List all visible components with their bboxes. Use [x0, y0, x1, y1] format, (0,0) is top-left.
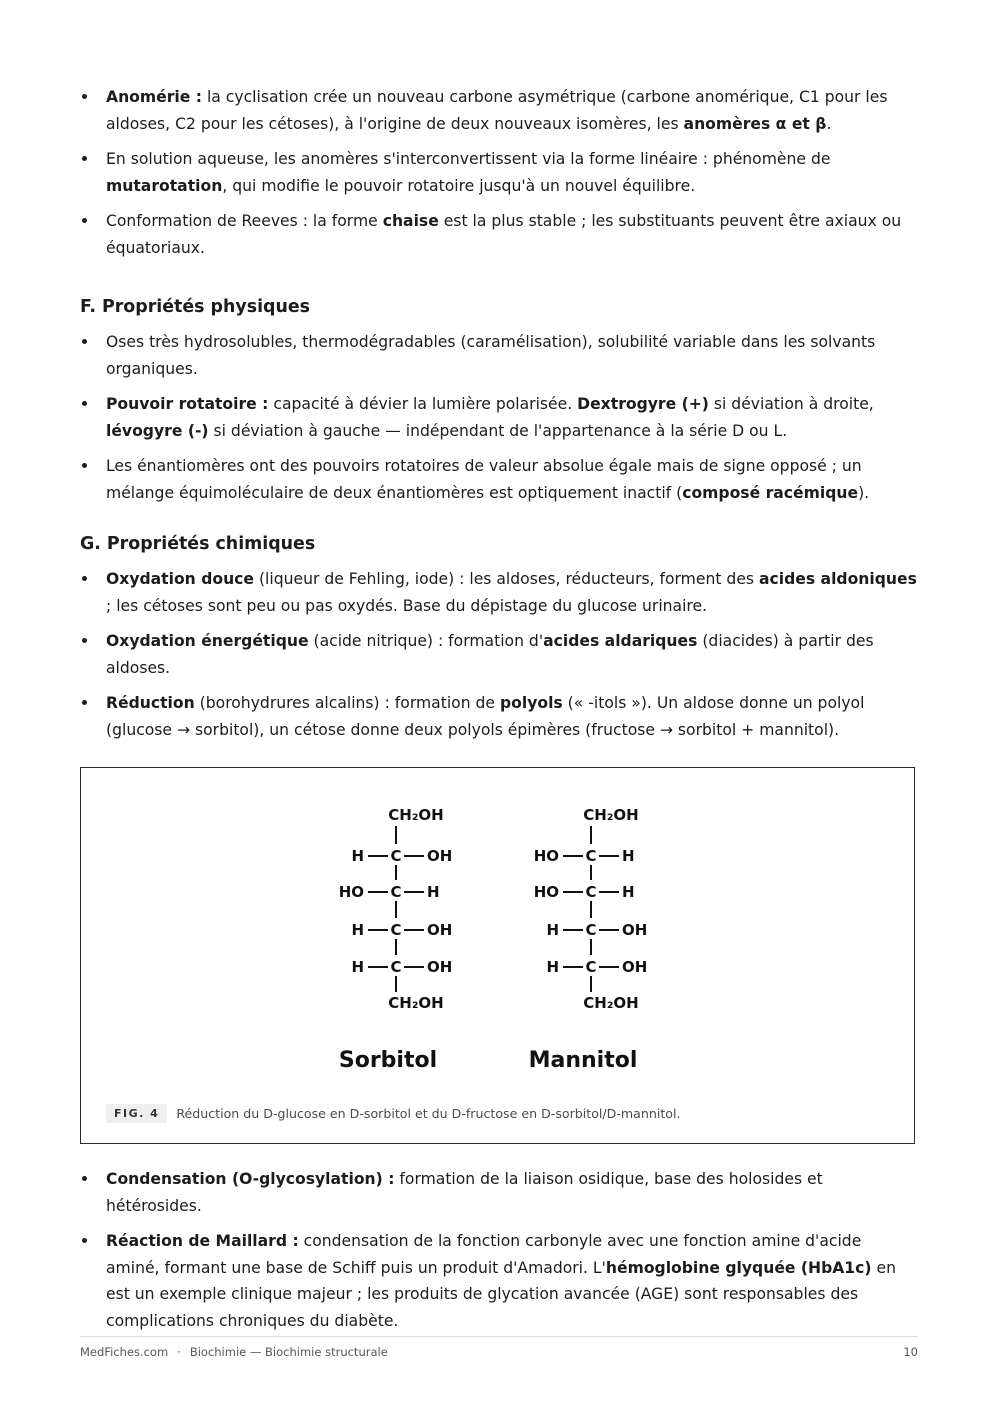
section-title-g: G. Propriétés chimiques: [80, 534, 316, 554]
list-item: En solution aqueuse, les anomères s'interconvertissent via la forme linéaire : phénomène de mutarotation, qui modifie le pouvoir rotatoire jusqu'à un nouvel équilibre.: [80, 146, 918, 199]
section-chemical-properties: [80, 532, 918, 743]
substituent-left: HO: [533, 847, 559, 865]
molecule-name: Sorbitol: [338, 1048, 438, 1073]
bullet-list-f: [80, 329, 918, 506]
list-item: Oses très hydrosolubles, thermodégradables (caramélisation), solubilité variable dans les solvants organiques.: [80, 329, 918, 382]
list-item: Oxydation douce (liqueur de Fehling, iode) : les aldoses, réducteurs, forment des acides aldoniques ; les cétoses sont peu ou pas oxydés. Base du dépistage du glucose urinaire.: [80, 566, 918, 619]
fischer-projection-diagram: [81, 768, 914, 1088]
substituent-right: OH: [427, 847, 453, 865]
top-group-label: CH₂OH: [388, 806, 444, 824]
page-content: [80, 84, 918, 1343]
molecule-name: Mannitol: [528, 1048, 638, 1073]
list-item: Réaction de Maillard : condensation de la fonction carbonyle avec une fonction amine d'acide aminé, formant une base de Schiff puis un produit d'Amadori. L'hémoglobine glyquée (HbA1c) en est un exemple clinique majeur ; les produits de glycation avancée (AGE) sont responsables des complications chroniques du diabète.: [80, 1228, 918, 1334]
substituent-right: OH: [427, 958, 453, 976]
figure-caption-text: Réduction du D-glucose en D-sorbitol et du D-fructose en D-sorbitol/D-mannitol.: [176, 1106, 681, 1121]
carbon-label: C: [585, 883, 597, 901]
list-item: Condensation (O-glycosylation) : formation de la liaison osidique, base des holosides et hétérosides.: [80, 1166, 918, 1219]
list-item: Pouvoir rotatoire : capacité à dévier la lumière polarisée. Dextrogyre (+) si déviation à droite, lévogyre (-) si déviation à gauche — indépendant de l'appartenance à la série D ou L.: [80, 391, 918, 444]
substituent-right: H: [622, 847, 635, 865]
substituent-left: H: [351, 847, 364, 865]
substituent-left: H: [351, 921, 364, 939]
figure-polyols: [80, 767, 915, 1144]
carbon-label: C: [585, 847, 597, 865]
substituent-right: OH: [622, 921, 648, 939]
footer-subject: Biochimie — Biochimie structurale: [189, 1345, 388, 1359]
substituent-left: H: [546, 958, 559, 976]
page-footer: [80, 1336, 918, 1359]
list-item: Anomérie : la cyclisation crée un nouveau carbone asymétrique (carbone anomérique, C1 pour les aldoses, C2 pour les cétoses), à l'origine de deux nouveaux isomères, les anomères α et β.: [80, 84, 918, 137]
bottom-group-label: CH₂OH: [388, 994, 444, 1012]
list-item: Les énantiomères ont des pouvoirs rotatoires de valeur absolue égale mais de signe opposé ; un mélange équimoléculaire de deux énantiomères est optiquement inactif (composé racémique).: [80, 453, 918, 506]
bullet-list-g: [80, 566, 918, 743]
carbon-label: C: [585, 958, 597, 976]
substituent-right: OH: [622, 958, 648, 976]
substituent-left: H: [546, 921, 559, 939]
footer-separator: ·: [177, 1345, 181, 1359]
figure-tag: FIG. 4: [106, 1104, 167, 1123]
substituent-right: H: [622, 883, 635, 901]
substituent-left: H: [351, 958, 364, 976]
substituent-left: HO: [338, 883, 364, 901]
substituent-right: H: [427, 883, 440, 901]
footer-site: MedFiches.com: [80, 1345, 169, 1359]
carbon-label: C: [390, 958, 402, 976]
top-group-label: CH₂OH: [583, 806, 639, 824]
section-physical-properties: [80, 295, 918, 506]
carbon-label: C: [585, 921, 597, 939]
bullet-list-top: [80, 84, 918, 261]
carbon-label: C: [390, 921, 402, 939]
list-item: Réduction (borohydrures alcalins) : formation de polyols (« -itols »). Un aldose donne un polyol (glucose → sorbitol), un cétose donne deux polyols épimères (fructose → sorbitol + mannitol).: [80, 690, 918, 743]
substituent-right: OH: [427, 921, 453, 939]
bullet-list-bottom: [80, 1166, 918, 1334]
bottom-group-label: CH₂OH: [583, 994, 639, 1012]
footer-page-number: 10: [903, 1345, 918, 1359]
list-item: Conformation de Reeves : la forme chaise est la plus stable ; les substituants peuvent être axiaux ou équatoriaux.: [80, 208, 918, 261]
carbon-label: C: [390, 847, 402, 865]
list-item: Oxydation énergétique (acide nitrique) : formation d'acides aldariques (diacides) à partir des aldoses.: [80, 628, 918, 681]
carbon-label: C: [390, 883, 402, 901]
substituent-left: HO: [533, 883, 559, 901]
section-title-f: F. Propriétés physiques: [80, 297, 310, 317]
figure-caption: [106, 1104, 680, 1123]
